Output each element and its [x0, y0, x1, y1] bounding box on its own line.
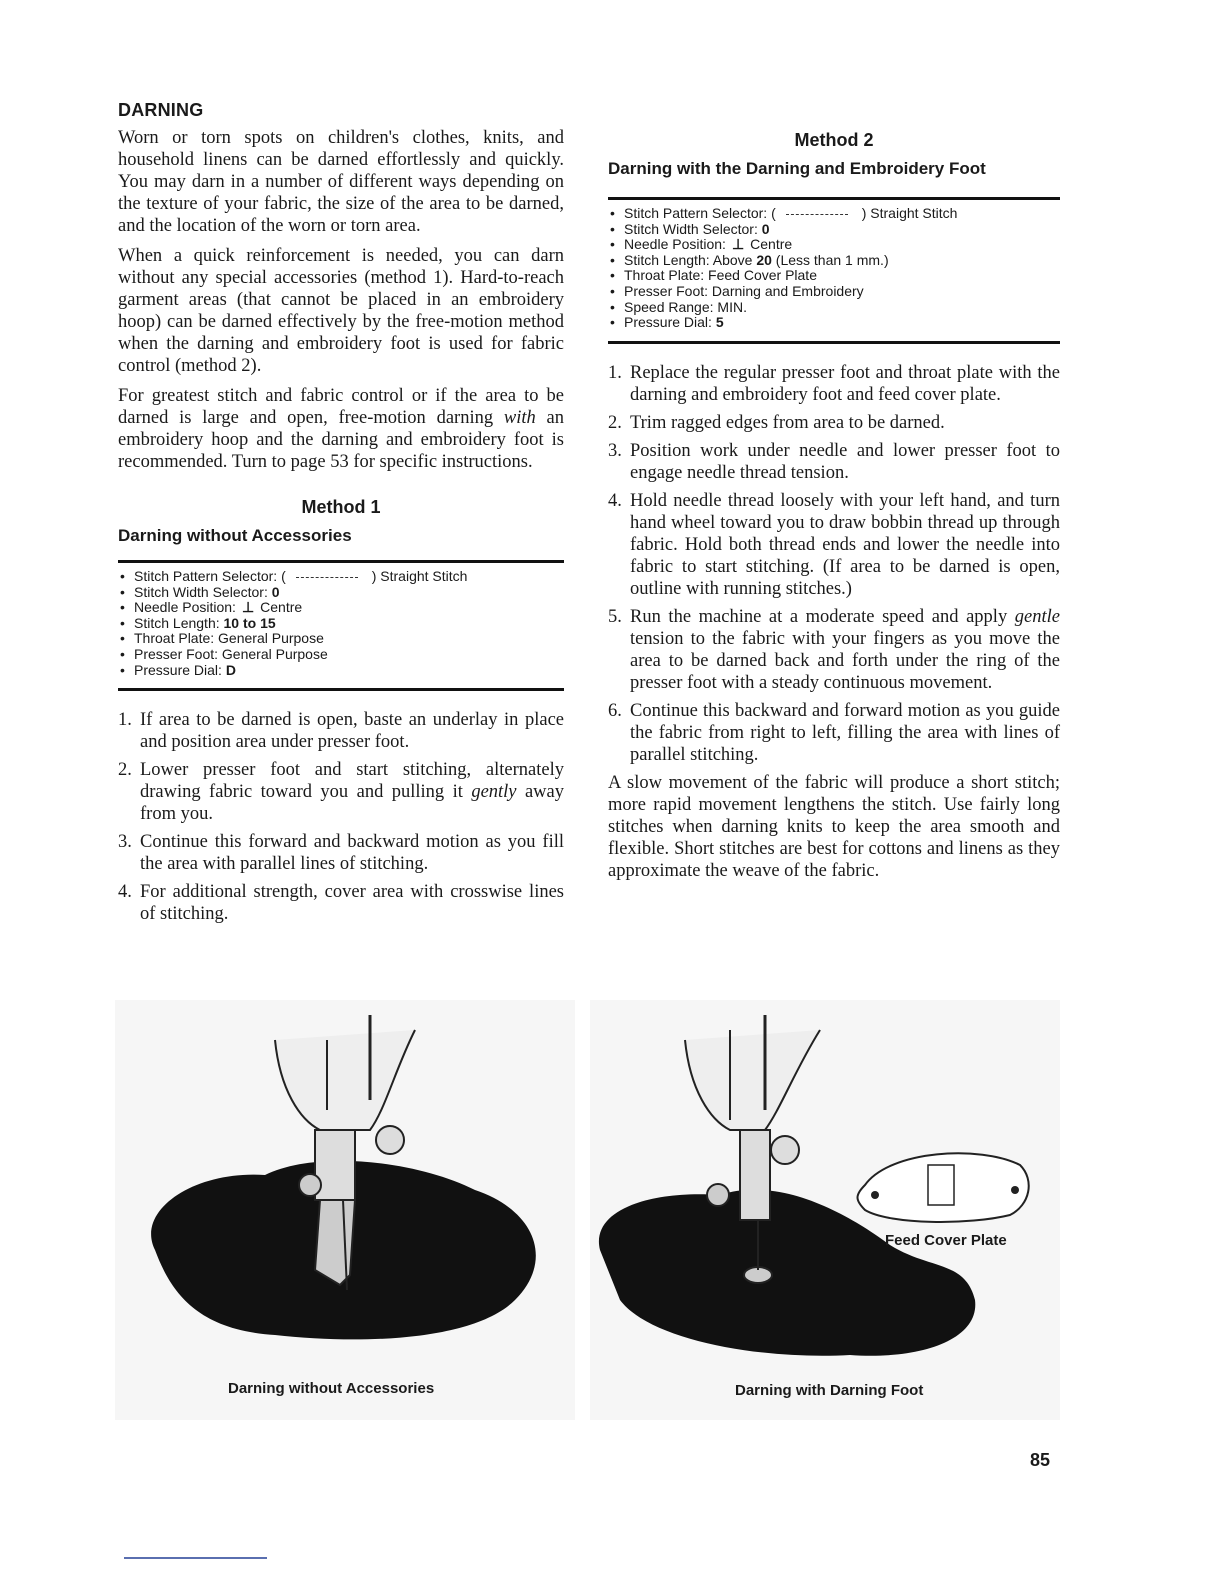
footer-rule [124, 1557, 267, 1559]
needle-position-icon: ⊥ [241, 599, 255, 616]
setting-presser-foot: • Presser Foot: General Purpose [118, 647, 564, 663]
list-item: 5. Run the machine at a moderate speed and apply gentle tension to the fabric with your fingers as you move the area to be darned back and forth under the ring of the presser foot with a steady continuous movement. [608, 606, 1060, 693]
list-item: 4. For additional strength, cover area with crosswise lines of stitching. [118, 882, 564, 925]
list-item: 3. Position work under needle and lower presser foot to engage needle thread tension. [608, 440, 1060, 483]
method-1-subtitle: Darning without Accessories [118, 526, 352, 545]
right-column [608, 130, 1060, 890]
setting-pressure-dial: • Pressure Dial: D [118, 663, 564, 679]
setting-stitch-width: • Stitch Width Selector: 0 [608, 222, 1060, 238]
page-number: 85 [1030, 1450, 1051, 1470]
method-2-title: Method 2 [794, 130, 874, 150]
setting-speed-range: • Speed Range: MIN. [608, 300, 1060, 316]
setting-pressure-dial: • Pressure Dial: 5 [608, 315, 1060, 331]
list-item: 3. Continue this forward and backward motion as you fill the area with parallel lines of stitching. [118, 832, 564, 875]
left-column [118, 100, 564, 931]
closing-paragraph: A slow movement of the fabric will produce a short stitch; more rapid movement lengthens the stitch. Use fairly long stitches when darning knits to keep the area smooth and flexible. Short stitches are best for cottons and linens as they approximate the weave of the fabric. [608, 772, 1060, 881]
method-2-settings [608, 197, 1060, 344]
figure-1-caption: Darning without Accessories [228, 1380, 435, 1397]
setting-stitch-length: • Stitch Length: 10 to 15 [118, 616, 564, 632]
needle-position-icon: ⊥ [731, 236, 745, 253]
sewing-machine-illustration-2 [590, 1000, 1060, 1420]
setting-throat-plate: • Throat Plate: Feed Cover Plate [608, 268, 1060, 284]
list-item: 2. Trim ragged edges from area to be darned. [608, 412, 945, 433]
setting-needle-position: • Needle Position: ⊥ Centre [608, 237, 1060, 253]
intro-paragraph-2: When a quick reinforcement is needed, you can darn without any special accessories (method 1). Hard-to-reach garment areas (that cannot be placed in an embroidery hoop) can be darned effectively by the free-motion method when the darning and embroidery foot is used for fabric control (method 2). [118, 246, 564, 376]
method-2-subtitle: Darning with the Darning and Embroidery Foot [608, 159, 986, 178]
setting-stitch-length: • Stitch Length: Above 20 (Less than 1 mm.) [608, 253, 1060, 269]
list-item: 2. Lower presser foot and start stitching, alternately drawing fabric toward you and pulling it gently away from you. [118, 760, 564, 825]
list-item: 1. Replace the regular presser foot and throat plate with the darning and embroidery foot and feed cover plate. [608, 362, 1060, 405]
figure-darning-with-darning-foot [590, 1000, 1060, 1420]
sewing-machine-illustration-1 [115, 1000, 575, 1420]
figure-darning-without-accessories [115, 1000, 575, 1420]
setting-stitch-width: • Stitch Width Selector: 0 [118, 585, 564, 601]
feed-cover-plate-label: Feed Cover Plate [885, 1232, 1007, 1249]
setting-needle-position: • Needle Position: ⊥ Centre [118, 600, 564, 616]
setting-stitch-pattern: • Stitch Pattern Selector: ( ) Straight Stitch [608, 206, 1060, 222]
list-item: 4. Hold needle thread loosely with your left hand, and turn hand wheel toward you to draw bobbin thread up through fabric. Hold both thread ends and lower the needle into fabric to start stitching. (If area to be darned is open, outline with running stitches.) [608, 490, 1060, 599]
method-1-steps [118, 709, 564, 925]
method-2-steps [608, 362, 1060, 766]
intro-paragraph-1: Worn or torn spots on children's clothes, knits, and household linens can be darned effortlessly and quickly. You may darn in a number of different ways depending on the texture of your fabric, the size of the area to be darned, and the location of the worn or torn area. [118, 128, 564, 236]
list-item: 1. If area to be darned is open, baste an underlay in place and position area under presser foot. [118, 710, 564, 753]
setting-stitch-pattern: • Stitch Pattern Selector: ( ) Straight Stitch [118, 569, 564, 585]
list-item: 6. Continue this backward and forward motion as you guide the fabric from right to left, filling the area with lines of parallel stitching. [608, 700, 1060, 765]
setting-throat-plate: • Throat Plate: General Purpose [118, 631, 564, 647]
section-heading: DARNING [118, 100, 204, 120]
method-1-title: Method 1 [301, 497, 381, 517]
intro-paragraph-3: For greatest stitch and fabric control or if the area to be darned is large and open, free-motion darning with an embroidery hoop and the darning and embroidery foot is recommended. Turn to page 53 for specific instructions. [118, 386, 564, 472]
method-1-settings [118, 560, 564, 691]
setting-presser-foot: • Presser Foot: Darning and Embroidery [608, 284, 1060, 300]
figure-2-caption: Darning with Darning Foot [735, 1382, 924, 1399]
